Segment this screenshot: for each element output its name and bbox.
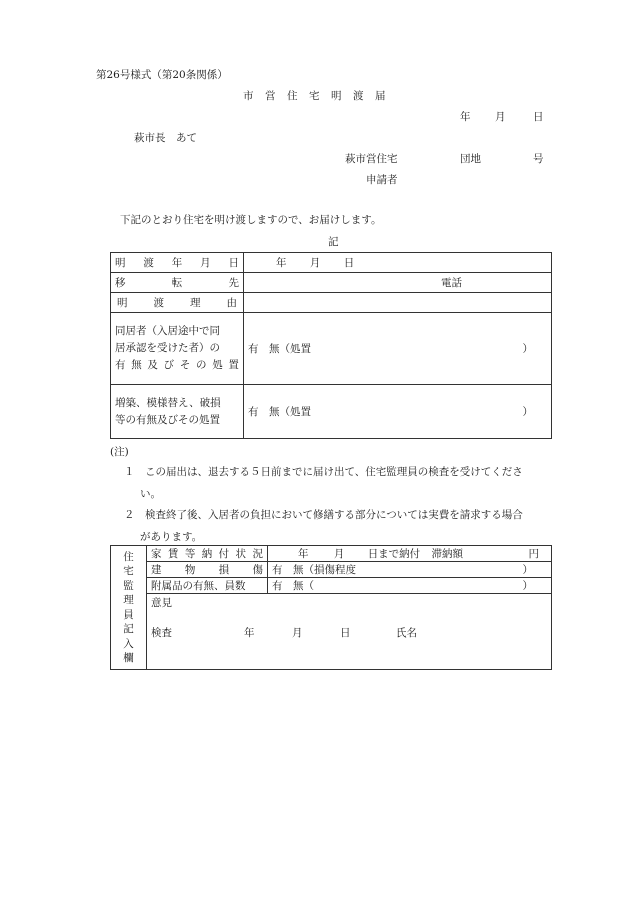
fixtures-label: 附属品の有無、員数 xyxy=(147,578,268,594)
inspector-table xyxy=(110,545,552,670)
fixtures-value-text: 有 無（ xyxy=(272,579,314,592)
table-row xyxy=(111,273,552,293)
label-char: 渡 xyxy=(143,256,154,269)
cohabitant-value-text: 有 無（処置 xyxy=(248,342,311,355)
label-char: 渡 xyxy=(153,296,164,309)
label-char: そ xyxy=(179,359,191,371)
date-month: 月 xyxy=(495,111,506,123)
side-char: 監 xyxy=(123,579,134,592)
label-char: 先 xyxy=(228,276,239,289)
main-table xyxy=(110,252,552,439)
cohabitant-close-paren: ） xyxy=(522,342,533,355)
label-char: 日 xyxy=(228,256,239,269)
label-char: 置 xyxy=(228,359,239,371)
label-char: び xyxy=(163,359,175,371)
cohabitant-label xyxy=(111,313,244,385)
cohabitant-value[interactable] xyxy=(244,313,552,385)
applicant-building: 萩市営住宅 xyxy=(345,153,398,165)
building-close-paren: ） xyxy=(522,563,533,576)
renovation-label-line: 増築、模様替え、破損 xyxy=(115,396,221,409)
date-year: 年 xyxy=(460,111,471,123)
building-value[interactable] xyxy=(268,562,552,578)
label-char: 由 xyxy=(226,296,237,309)
transfer-value[interactable] xyxy=(244,273,552,293)
label-char: 傷 xyxy=(252,563,263,576)
building-value-text: 有 無（損傷程度 xyxy=(272,563,356,576)
opinion-cell-bottom xyxy=(147,658,552,670)
label-char: 況 xyxy=(252,547,263,560)
label-char: 明 xyxy=(115,256,126,269)
label-char: 状 xyxy=(235,547,247,560)
fixtures-value[interactable] xyxy=(268,578,552,594)
addressee: 萩市長 あて xyxy=(134,132,197,144)
renovation-label-line: 等の有無及びその処置 xyxy=(115,413,220,426)
form-number: 第26号様式（第20条関係） xyxy=(96,69,228,81)
table-row xyxy=(111,253,552,273)
transfer-label xyxy=(111,273,244,293)
table-row xyxy=(111,658,552,670)
label-char: 等 xyxy=(184,547,196,560)
inspector-side-label xyxy=(111,546,147,670)
applicant-label: 申請者 xyxy=(366,174,398,186)
rent-yen: 円 xyxy=(528,547,539,560)
move-date-label xyxy=(111,253,244,273)
note-1-line-2: い。 xyxy=(140,488,161,500)
inspection-line xyxy=(151,626,547,640)
move-date-day: 日 xyxy=(343,256,355,269)
label-char: 付 xyxy=(218,547,230,560)
label-char: 処 xyxy=(212,359,223,371)
table-row xyxy=(111,313,552,385)
renovation-label xyxy=(111,385,244,439)
phone-label: 電話 xyxy=(441,276,462,289)
label-char: 損 xyxy=(218,563,230,576)
side-char: 住 xyxy=(123,550,134,563)
inspection-name: 氏名 xyxy=(396,627,417,639)
table-row xyxy=(111,562,552,578)
label-char: 無 xyxy=(131,359,142,371)
label-char: 家 xyxy=(151,547,162,560)
note-2-line-2: があります。 xyxy=(140,531,203,543)
table-row xyxy=(111,546,552,562)
opinion-cell[interactable] xyxy=(147,594,552,658)
table-row xyxy=(111,293,552,313)
label-char: 転 xyxy=(171,276,183,289)
rent-month: 月 xyxy=(333,547,345,560)
label-char: 年 xyxy=(171,256,183,269)
label-char: 及 xyxy=(147,359,158,371)
table-row xyxy=(111,594,552,658)
label-char: 建 xyxy=(151,563,162,576)
date-line xyxy=(460,110,544,124)
date-day: 日 xyxy=(533,111,544,123)
intro-text: 下記のとおり住宅を明け渡しますので、お届けします。 xyxy=(120,214,382,226)
table-row xyxy=(111,578,552,594)
move-date-month: 月 xyxy=(309,256,321,269)
side-char: 欄 xyxy=(123,652,134,664)
cohabitant-label-line: 同居者（入居途中で同 xyxy=(115,325,220,337)
rent-year: 年 xyxy=(298,547,309,560)
label-char: 納 xyxy=(201,547,213,560)
move-date-value[interactable] xyxy=(244,253,552,273)
side-char: 記 xyxy=(123,623,134,635)
side-char: 員 xyxy=(123,608,134,621)
ki-label: 記 xyxy=(328,236,339,248)
table-row xyxy=(111,385,552,439)
building-label xyxy=(147,562,268,578)
inspection-label: 検査 xyxy=(151,627,172,639)
rent-arrears: 滞納額 xyxy=(431,547,464,560)
label-char: 物 xyxy=(184,563,196,576)
label-char: の xyxy=(196,359,207,371)
renovation-close-paren: ） xyxy=(522,405,533,418)
cohabitant-label-line: 居承認を受けた者）の xyxy=(115,342,220,354)
renovation-value[interactable] xyxy=(244,385,552,439)
inspection-year: 年 xyxy=(244,627,255,639)
renovation-value-text: 有 無（処置 xyxy=(248,405,311,418)
move-date-year: 年 xyxy=(276,256,287,269)
fixtures-close-paren: ） xyxy=(522,579,533,592)
reason-label xyxy=(111,293,244,313)
side-char: 宅 xyxy=(123,565,134,577)
rent-paid: 日まで納付 xyxy=(367,547,421,560)
label-char: 賃 xyxy=(167,547,179,560)
label-char: 有 xyxy=(115,359,126,371)
page-title: 市 営 住 宅 明 渡 届 xyxy=(243,90,386,102)
label-char: 月 xyxy=(200,256,211,269)
rent-value[interactable] xyxy=(268,546,552,562)
label-char: 明 xyxy=(117,296,128,309)
rent-label xyxy=(147,546,268,562)
applicant-gou: 号 xyxy=(533,153,544,165)
note-2-line-1: ２ 検査終了後、入居者の負担において修繕する部分については実費を請求する場合 xyxy=(124,509,523,521)
notes-label: (注) xyxy=(110,446,129,458)
applicant-danchi: 団地 xyxy=(460,153,481,165)
opinion-label: 意見 xyxy=(151,597,172,609)
side-char: 理 xyxy=(123,594,134,606)
cohabitant-label-line xyxy=(115,357,239,374)
note-1-line-1: １ この届出は、退去する５日前までに届け出て、住宅監理員の検査を受けてくださ xyxy=(124,466,523,478)
label-char: 理 xyxy=(190,296,201,309)
inspection-month: 月 xyxy=(292,627,303,639)
inspection-day: 日 xyxy=(340,627,351,639)
reason-value[interactable] xyxy=(244,293,552,313)
side-char: 入 xyxy=(123,637,134,650)
label-char: 移 xyxy=(115,276,126,289)
